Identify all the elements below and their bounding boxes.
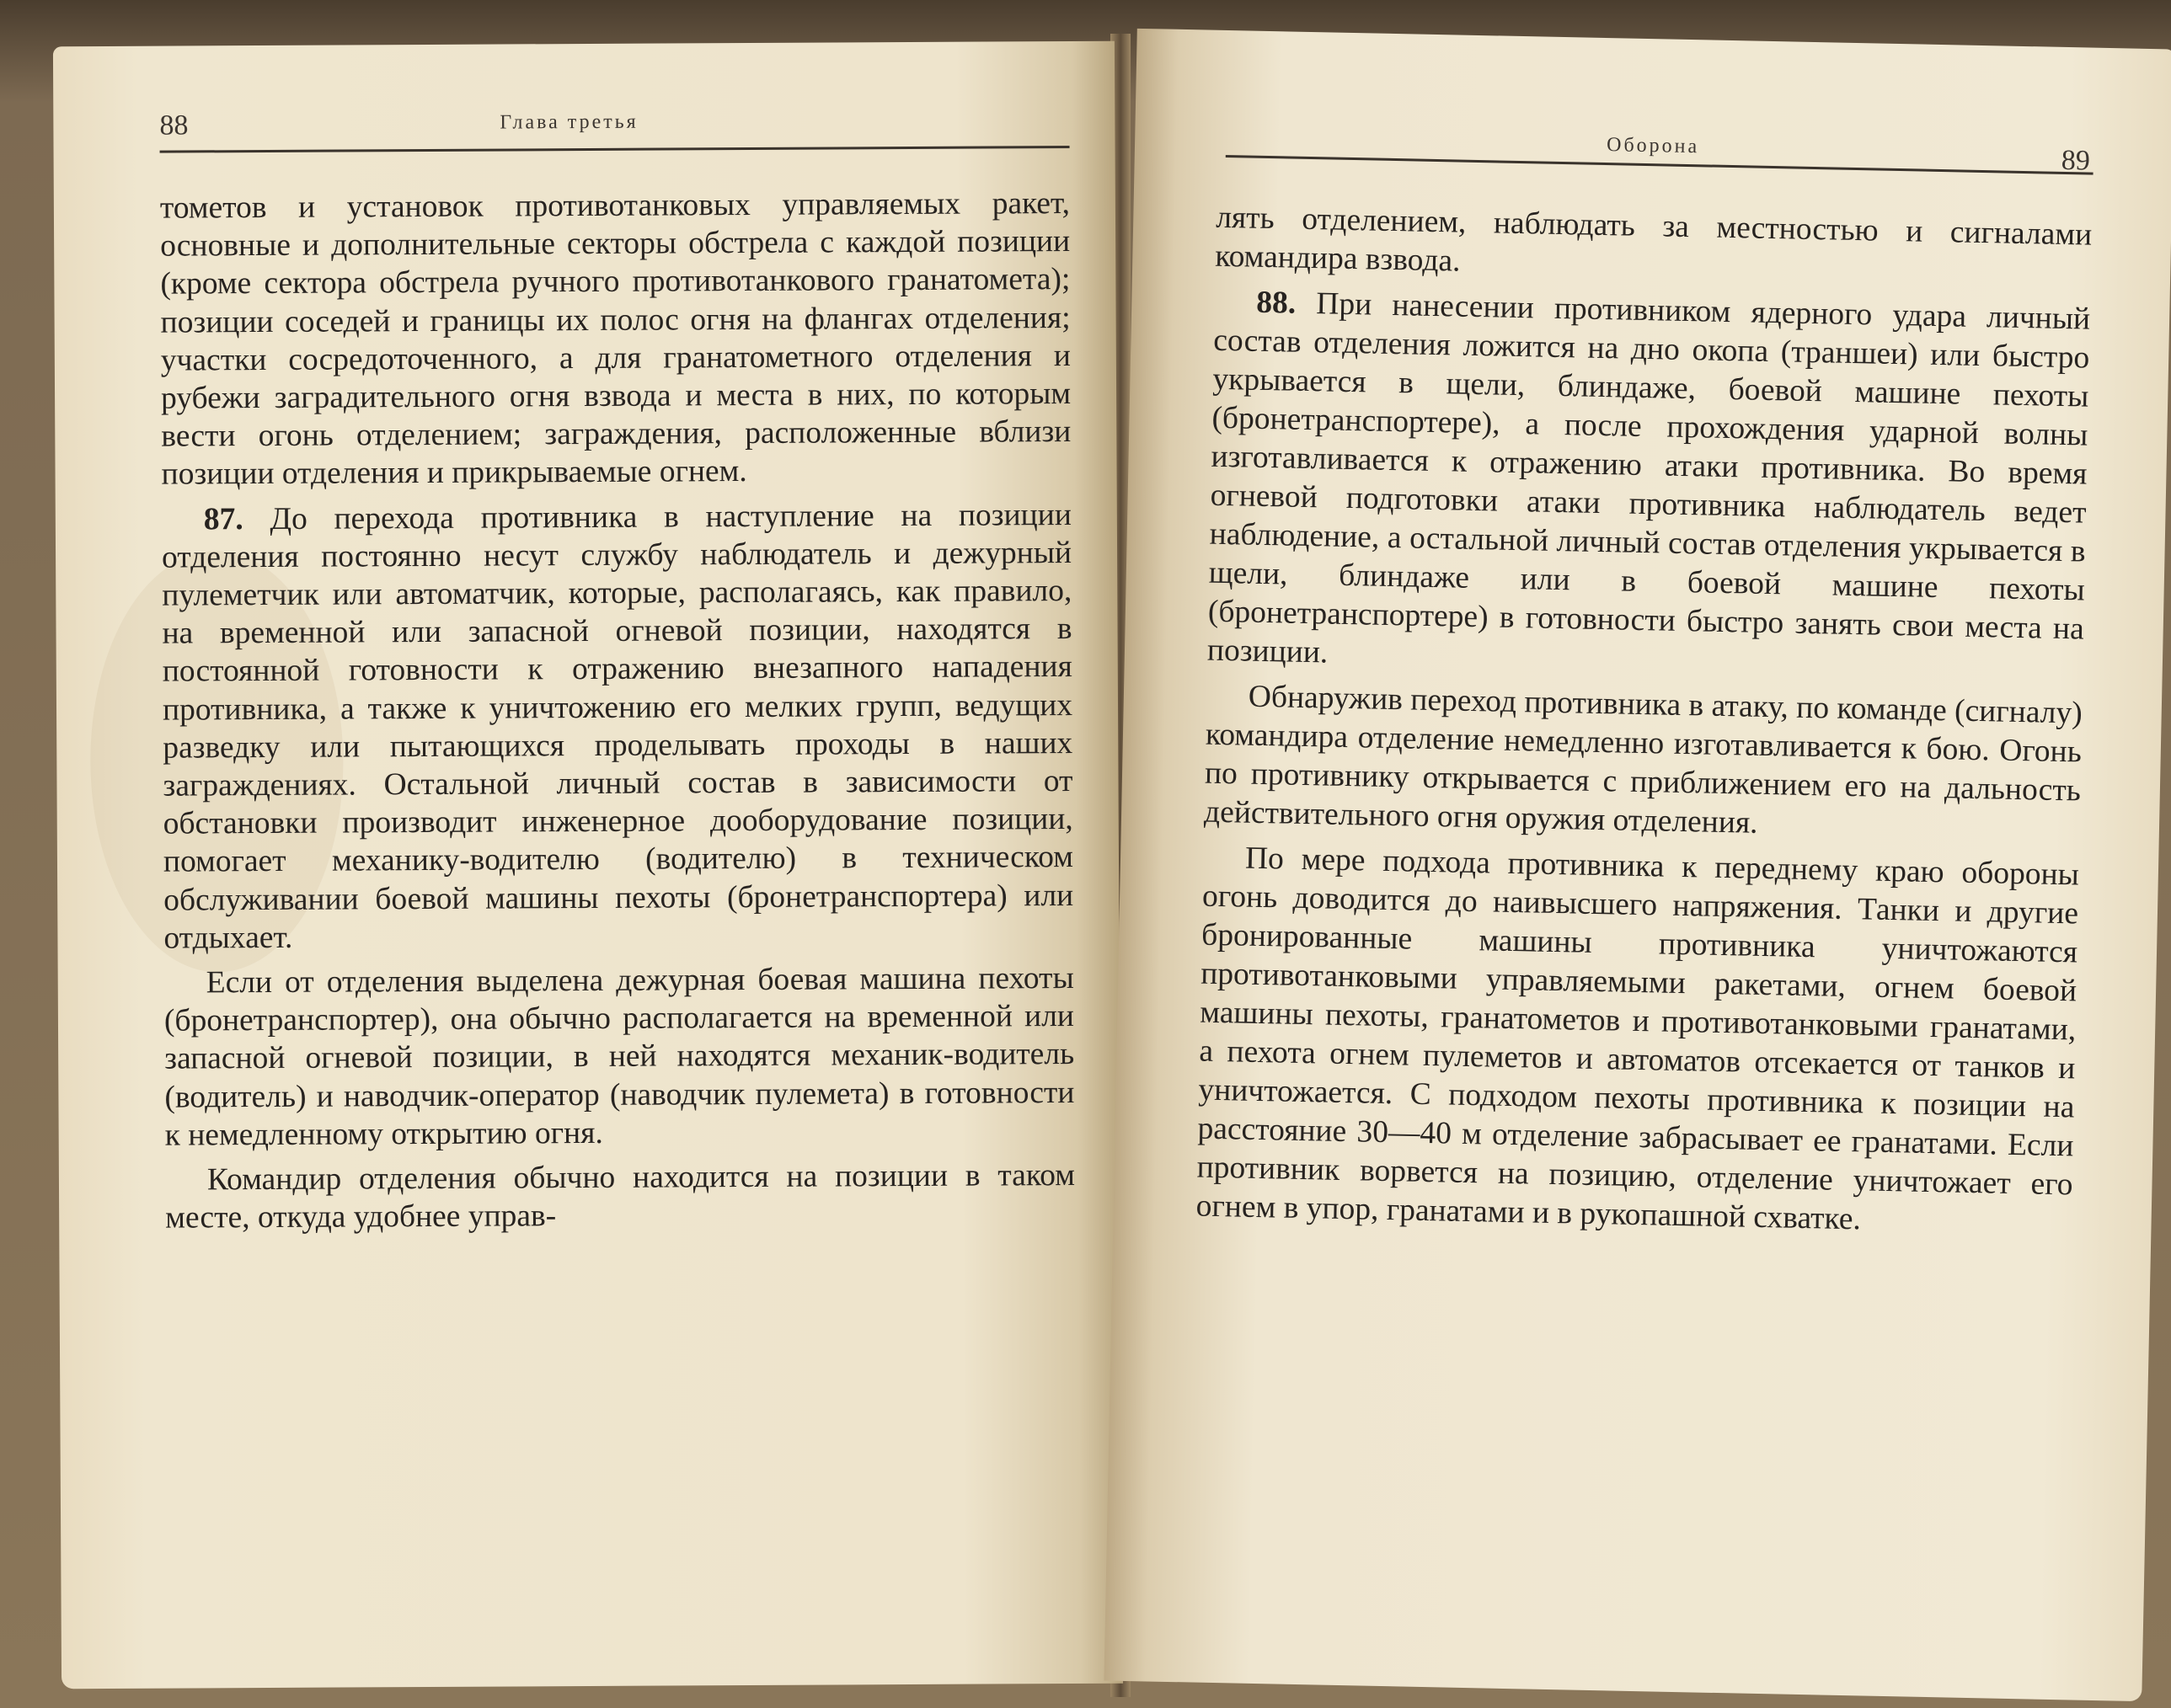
paragraph xyxy=(1215,199,2093,294)
right-page xyxy=(1104,29,2171,1701)
paragraph xyxy=(164,959,1075,1155)
left-page xyxy=(53,41,1123,1689)
paragraph-text: Командир отделения обычно находится на позиции в таком месте, откуда удобнее управ- xyxy=(165,1158,1076,1236)
right-page-header xyxy=(1136,121,2171,177)
paragraph-number: 88. xyxy=(1255,285,1297,321)
paragraph xyxy=(162,496,1074,958)
right-page-body xyxy=(1195,199,2092,1251)
header-rule xyxy=(1226,155,2093,175)
paragraph xyxy=(1204,677,2083,850)
paragraph-text: При нанесении противником ядерного удара личный состав отделения ложится на дно окопа (траншеи) или быстро укрывается в щели, блиндаже, боевой машине пехоты (бронетранспортере), а после прохождения ударной волны изготавливается к отражению атаки противника. Во время огневой подготовки атаки противника наблюдатель ведет наблюдение, а остальной личный состав отделения укрывается в щели, блиндаже или в боевой машине пехоты (бронетранспортере) в готовности быстро занять свои места на позиции. xyxy=(1206,286,2091,670)
paragraph xyxy=(1195,839,2079,1244)
header-rule xyxy=(160,146,1070,153)
paragraph-text: Если от отделения выделена дежурная боевая машина пехоты (бронетранспортер), она обычно располагается на временной или запасной огневой позиции, в ней находятся механик-водитель (водитель) и наводчик-оператор (наводчик пулемета) в готовности к немедленному открытию огня. xyxy=(163,961,1075,1153)
left-page-number: 88 xyxy=(159,109,189,141)
paragraph-text: лять отделением, наблюдать за местностью и сигналами командира взвода. xyxy=(1214,200,2093,279)
left-page-body xyxy=(160,184,1076,1244)
right-page-number: 89 xyxy=(2061,144,2091,177)
left-page-header xyxy=(53,105,1115,141)
paragraph xyxy=(1207,283,2091,688)
right-running-title: Оборона xyxy=(1606,134,1700,158)
paragraph xyxy=(160,184,1072,494)
paragraph xyxy=(165,1156,1075,1237)
paragraph-text: тометов и установок противотанковых управляемых ракет, основные и дополнительные секторы обстрела с каждой позиции (кроме сектора обстрела ручного противотанкового гранатомета); позиции соседей и границы их полос огня на флангах отделения; участки сосредоточенного, а для гранатометного отделения и рубежи заградительного огня взвода и места в них, по которым вести огонь отделением; заграждения, расположенные вблизи позиции отделения и прикрываемые огнем. xyxy=(159,185,1072,493)
paragraph-text: По мере подхода противника к переднему краю обороны огонь доводится до наивысшего напряжения. Танки и другие бронированные машины противника уничтожаются противотанковыми управляемыми ракетами, огнем боевой машины пехоты, гранатометов и противотанковыми гранатами, а пехота огнем пулеметов и автоматов отсекается от танков и уничтожается. С подходом пехоты противника к позиции на расстояние 30—40 м отделение забрасывает ее гранатами. Если противник ворвется на позицию, отделение уничтожает его огнем в упор, гранатами и в рукопашной схватке. xyxy=(1195,841,2080,1237)
paragraph-text: До перехода противника в наступление на позиции отделения постоянно несут службу наблюдатель и дежурный пулеметчик или автоматчик, которые, располагаясь, как правило, на временной или запасной огневой позиции, находятся в постоянной готовности к отражению внезапного нападения противника, а также к уничтожению его мелких групп, ведущих разведку или пытающихся проделывать проходы в наших заграждениях. Остальной личный состав в зависимости от обстановки производит инженерное дооборудование позиции, помогает механику-водителю (водителю) в техническом обслуживании боевой машины пехоты (бронетранспортера) или отдыхает. xyxy=(161,497,1074,956)
paragraph-number: 87. xyxy=(203,501,243,537)
left-running-title: Глава третья xyxy=(500,110,639,134)
paragraph-text: Обнаружив переход противника в атаку, по команде (сигналу) командира отделение немедленно изготавливается к бою. Огонь по противнику открывается с приближением его на дальность действительного огня оружия отделения. xyxy=(1203,679,2083,841)
